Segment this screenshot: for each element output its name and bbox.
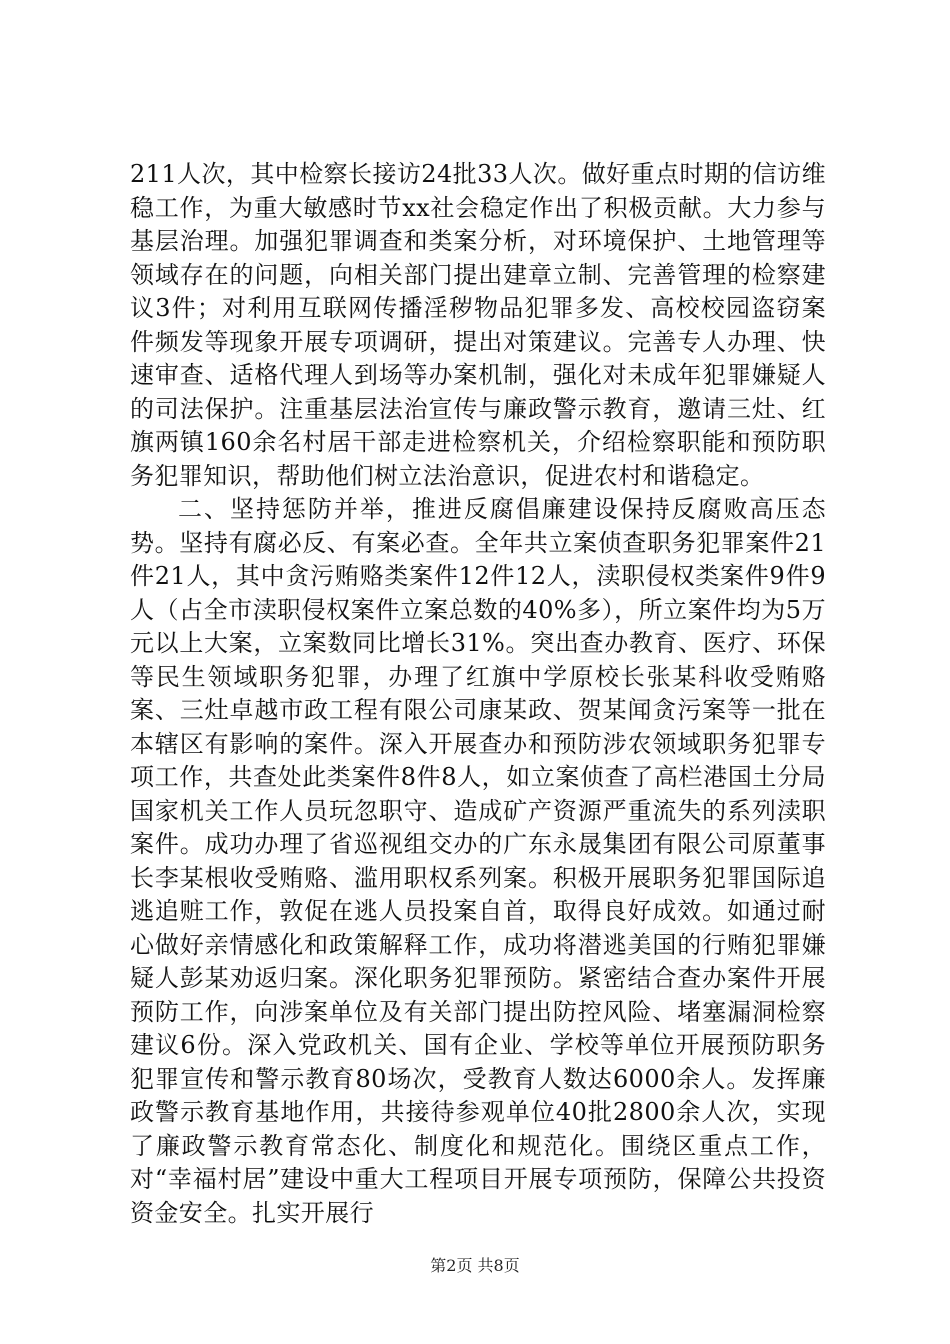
paragraph-2: 二、坚持惩防并举，推进反腐倡廉建设保持反腐败高压态势。坚持有腐必反、有案必查。全年共立案侦查职务犯罪案件21件21人，其中贪污贿赂类案件12件12人，渎职侵权类案件9件9人（占全市渎职侵权案件立案总数的40%多），所立案件均为5万元以上大案，立案数同比增长31%。突出查办教育、医疗、环保等民生领域职务犯罪，办理了红旗中学原校长张某科收受贿赂案、三灶卓越市政工程有限公司康某政、贺某闻贪污案等一批在本辖区有影响的案件。深入开展查办和预防涉农领域职务犯罪专项工作，共查处此类案件8件8人，如立案侦查了高栏港国土分局国家机关工作人员玩忽职守、造成矿产资源严重流失的系列渎职案件。成功办理了省巡视组交办的广东永晟集团有限公司原董事长李某根收受贿赂、滥用职权系列案。积极开展职务犯罪国际追逃追赃工作，敦促在逃人员投案自首，取得良好成效。如通过耐心做好亲情感化和政策解释工作，成功将潜逃美国的行贿犯罪嫌疑人彭某劝返归案。深化职务犯罪预防。紧密结合查办案件开展预防工作，向涉案单位及有关部门提出防控风险、堵塞漏洞检察建议6份。深入党政机关、国有企业、学校等单位开展预防职务犯罪宣传和警示教育80场次，受教育人数达6000余人。发挥廉政警示教育基地作用，共接待参观单位40批2800余人次，实现了廉政警示教育常态化、制度化和规范化。围绕区重点工作，对“幸福村居”建设中重大工程项目开展专项预防，保障公共投资资金安全。扎实开展行	[130, 495, 826, 1227]
document-body	[130, 158, 826, 1230]
paragraph-1: 211人次，其中检察长接访24批33人次。做好重点时期的信访维稳工作，为重大敏感时节xx社会稳定作出了积极贡献。大力参与基层治理。加强犯罪调查和类案分析，对环境保护、土地管理等领域存在的问题，向相关部门提出建章立制、完善管理的检察建议3件；对利用互联网传播淫秽物品犯罪多发、高校校园盗窃案件频发等现象开展专项调研，提出对策建议。完善专人办理、快速审查、适格代理人到场等办案机制，强化对未成年犯罪嫌疑人的司法保护。注重基层法治宣传与廉政警示教育，邀请三灶、红旗两镇160余名村居干部走进检察机关，介绍检察职能和预防职务犯罪知识，帮助他们树立法治意识，促进农村和谐稳定。	[130, 160, 826, 490]
page-number-footer: 第2页 共8页	[430, 1256, 520, 1275]
